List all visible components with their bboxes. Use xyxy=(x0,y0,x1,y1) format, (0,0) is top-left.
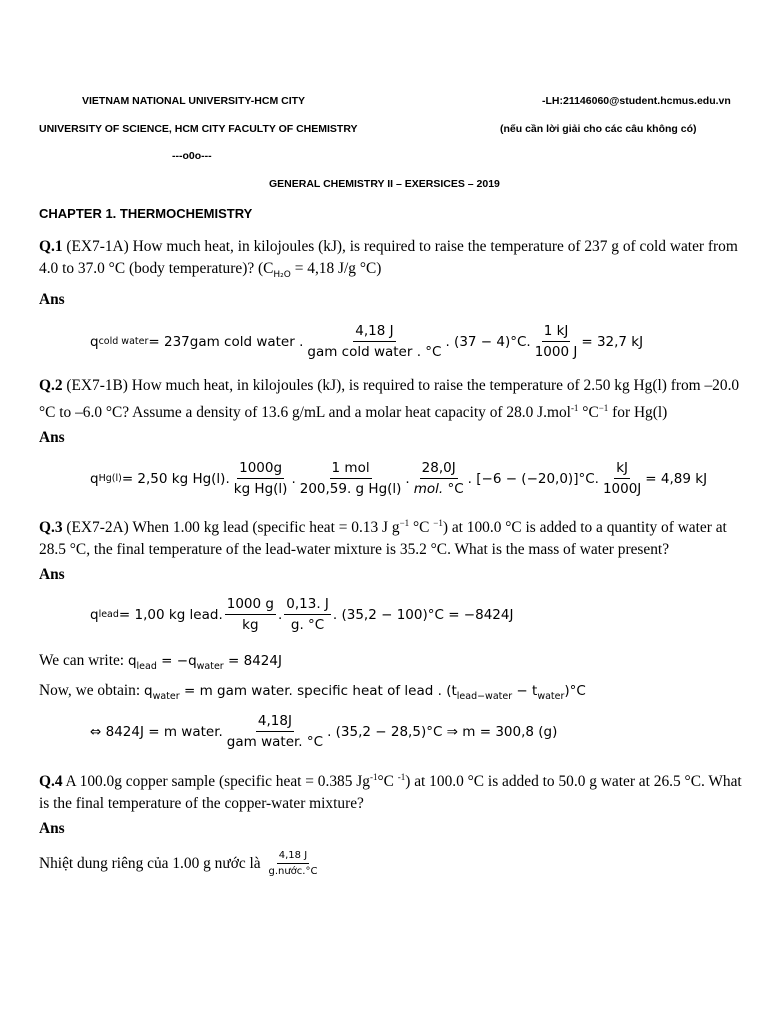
fraction: $\frac{4,18 J}{\text{gam cold water . °C}}$ xyxy=(307,323,442,360)
contact-email: -LH:21146060@student.hcmus.edu.vn xyxy=(542,95,731,107)
fraction: $\frac{1000g}{\text{kg Hg(l)}}$ xyxy=(233,460,288,497)
fraction: $\frac{28,0J}{\text{mol. °C}}$ xyxy=(413,460,464,497)
equation-3: q lead = 1,00 kg lead. $\frac{1000 g}{kg}$ . $\frac{0,13. J}{g. ^\circ C}$ . (35,2 − 100)°C = −8424J xyxy=(90,596,514,633)
fraction: $\frac{1 kJ}{1000 J}$ xyxy=(534,323,578,360)
answer-label-1: Ans xyxy=(39,291,65,308)
separator: ---o0o--- xyxy=(172,150,212,162)
chapter-title: CHAPTER 1. THERMOCHEMISTRY xyxy=(39,206,253,221)
answer-label-4: Ans xyxy=(39,820,65,837)
fraction: $\frac{4,18J}{\text{gam water. °C}}$ xyxy=(226,713,324,750)
fraction: $\frac{kJ}{1000J}$ xyxy=(602,460,642,497)
heat-balance-line: Now, we obtain: $q_{water} = m$ gam water. specific heat of lead . $(t_{lead-water} - t_{water})^\circ C$ xyxy=(39,682,586,702)
question-1 xyxy=(39,236,749,286)
relation-line: We can write: $q_{lead} = -q_{water} = 8424J$ xyxy=(39,652,282,672)
fraction: $\frac{\text{1 mol}}{\text{200,59. g Hg(l)}}$ xyxy=(299,460,402,497)
faculty-name: UNIVERSITY OF SCIENCE, HCM CITY FACULTY OF CHEMISTRY xyxy=(39,123,358,135)
equation-3b: ⇔ 8424J = m water. $\frac{4,18J}{\text{gam water. °C}}$ . (35,2 − 28,5)°C ⇒ m = 300,8 (g) xyxy=(90,713,558,750)
specific-heat-line: Nhiệt dung riêng của 1.00 g nước là $\frac{4,18 J}{\text{g.nước.°C}}$ xyxy=(39,850,318,877)
question-2: Q.2 (EX7-1B) How much heat, in kilojoules (kJ), is required to raise the temperature of 2.50 kg Hg(l) from –20.0 °C to –6.0 °C? Assume a density of 13.6 g/mL and a molar heat capacity of 28.0 J.mol$^{-1}$ $^\circ C^{-1}$ for Hg(l) xyxy=(39,377,740,422)
fraction: $\frac{0,13. J}{g. ^\circ C}$ xyxy=(286,596,329,633)
equation-1: q cold water = 237gam cold water . $\frac{4,18 J}{\text{gam cold water . °C}}$ . (37 − 4)°C. $\frac{1 kJ}{1000 J}$ = 32,7 kJ xyxy=(90,323,644,360)
fraction: $\frac{1000 g}{kg}$ xyxy=(226,596,274,633)
course-title: GENERAL CHEMISTRY II – EXERSICES – 2019 xyxy=(269,178,500,190)
fraction: $\frac{4,18 J}{\text{g.nước.°C}}$ xyxy=(268,850,318,877)
question-3-label: Q.3 xyxy=(39,519,63,537)
answer-label-3: Ans xyxy=(39,566,65,583)
question-3: Q.3 (EX7-2A) When 1.00 kg lead (specific heat = 0.13 J $g^{-1}$ °C $^{-1}$) at 100.0 °C is added to a quantity of water at 28.5 °C, the final temperature of the lead-water mixture is 35.2 °C. What is the mass of water present? xyxy=(39,518,727,559)
question-1-subscript: H₂O xyxy=(273,270,291,280)
university-name: VIETNAM NATIONAL UNIVERSITY-HCM CITY xyxy=(82,95,306,107)
question-1-tail: = 4,18 J/g °C) xyxy=(290,260,382,277)
solution-note: (nếu cần lời giải cho các câu không có) xyxy=(500,123,697,135)
question-2-label: Q.2 xyxy=(39,377,63,394)
question-1-label: Q.1 xyxy=(39,238,63,255)
answer-label-2: Ans xyxy=(39,429,65,446)
question-4: Q.4 A 100.0g copper sample (specific heat = 0.385 $Jg^{-1}^\circ C$ $^{-1}$) at 100.0 °C is added to 50.0 g water at 26.5 °C. What is the final temperature of the copper-water mixture? xyxy=(39,772,742,813)
equation-2: q Hg(l) = 2,50 kg Hg(l). $\frac{1000g}{\text{kg Hg(l)}}$ . $\frac{\text{1 mol}}{\text{200,59. g Hg(l)}}$ . $\frac{28,0J}{\text{mol. °C}}$ . [−6 − (−20,0)]°C. $\frac{kJ}{1000J}$ = 4,89 kJ xyxy=(90,460,708,497)
question-4-label: Q.4 xyxy=(39,773,63,791)
question-1-text: (EX7-1A) How much heat, in kilojoules (kJ), is required to raise the temperature of 237 g of cold water from 4.0 to 37.0 °C (body temperature)? (C xyxy=(39,238,738,277)
